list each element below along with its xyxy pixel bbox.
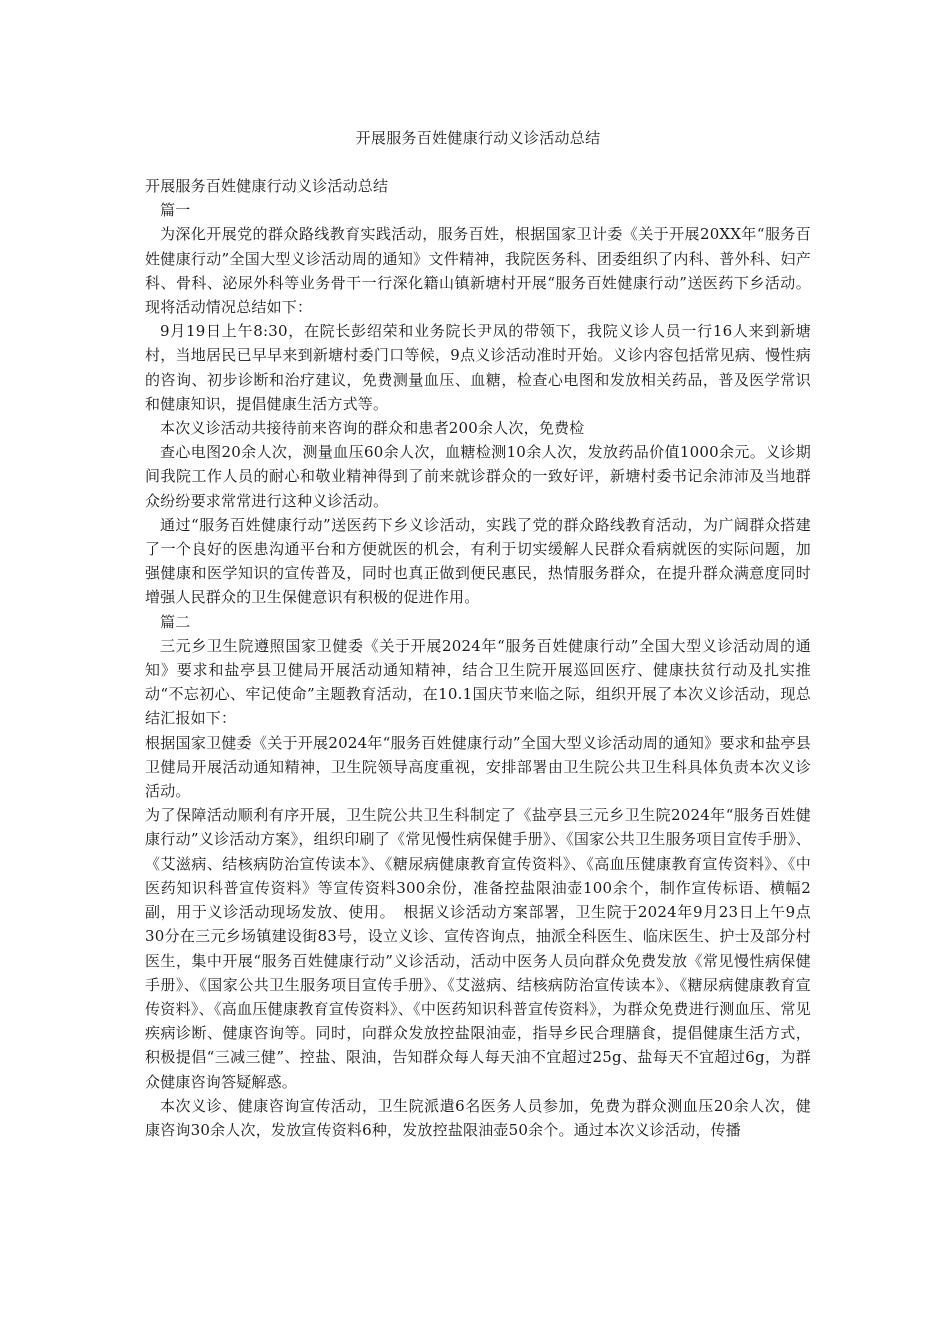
document-body xyxy=(145,174,811,1142)
paragraph: 为深化开展党的群众路线教育实践活动，服务百姓，根据国家卫计委《关于开展20XX年“服务百姓健康行动”全国大型义诊活动周的通知》文件精神，我院医务科、团委组织了内科、普外科、妇产科、骨科、泌尿外科等业务骨干一行深化籍山镇新塘村开展“服务百姓健康行动”送医药下乡活动。现将活动情况总结如下： xyxy=(145,225,811,317)
paragraph: 查心电图20余人次，测量血压60余人次，血糖检测10余人次，发放药品价值1000余元。义诊期间我院工作人员的耐心和敬业精神得到了前来就诊群众的一致好评，新塘村委书记余沛沛及当地群众纷纷要求常常进行这种义诊活动。 xyxy=(145,443,811,510)
paragraph: 三元乡卫生院遵照国家卫健委《关于开展2024年“服务百姓健康行动”全国大型义诊活动周的通知》要求和盐亭县卫健局开展活动通知精神，结合卫生院开展巡回医疗、健康扶贫行动及扎实推动“不忘初心、牢记使命”主题教育活动，在10.1国庆节来临之际，组织开展了本次义诊活动，现总结汇报如下： xyxy=(145,636,811,728)
paragraph: 为了保障活动顺利有序开展，卫生院公共卫生科制定了《盐亭县三元乡卫生院2024年“服务百姓健康行动”义诊活动方案》，组织印刷了《常见慢性病保健手册》、《国家公共卫生服务项目宣传手册》、《艾滋病、结核病防治宣传读本》、《糖尿病健康教育宣传资料》、《高血压健康教育宣传资料》、《中医药知识科普宣传资料》等宣传资料300余份，准备控盐限油壶100余个，制作宣传标语、横幅2副，用于义诊活动现场发放、使用。 根据义诊活动方案部署，卫生院于2024年9月23日上午9点30分在三元乡场镇建设街83号，设立义诊、宣传咨询点，抽派全科医生、临床医生、护士及部分村医生，集中开展“服务百姓健康行动”义诊活动，活动中医务人员向群众免费发放《常见慢性病保健手册》、《国家公共卫生服务项目宣传手册》、《艾滋病、结核病防治宣传读本》、《糖尿病健康教育宣传资料》、《高血压健康教育宣传资料》、《中医药知识科普宣传资料》，为群众免费进行测血压、常见疾病诊断、健康咨询等。同时，向群众发放控盐限油壶，指导乡民合理膳食，提倡健康生活方式，积极提倡“三减三健”、控盐、限油，告知群众每人每天油不宜超过25g、盐每天不宜超过6g，为群众健康咨询答疑解惑。 xyxy=(145,806,811,1091)
paragraph: 通过“服务百姓健康行动”送医药下乡义诊活动，实践了党的群众路线教育活动，为广阔群众搭建了一个良好的医患沟通平台和方便就医的机会，有利于切实缓解人民群众看病就医的实际问题，加强健康和医学知识的宣传普及，同时也真正做到便民惠民，热情服务群众，在提升群众满意度同时增强人民群众的卫生保健意识有积极的促进作用。 xyxy=(145,515,811,607)
paragraph: 9月19日上午8:30，在院长彭绍荣和业务院长尹凤的带领下，我院义诊人员一行16人来到新塘村，当地居民已早早来到新塘村委门口等候，9点义诊活动准时开始。义诊内容包括常见病、慢性病的咨询、初步诊断和治疗建议，免费测量血压、血糖，检查心电图和发放相关药品，普及医学常识和健康知识，提倡健康生活方式等。 xyxy=(145,322,811,413)
document-title: 开展服务百姓健康行动义诊活动总结 xyxy=(355,129,601,147)
paragraph: 开展服务百姓健康行动义诊活动总结 xyxy=(145,177,389,195)
paragraph: 根据国家卫健委《关于开展2024年“服务百姓健康行动”全国大型义诊活动周的通知》要求和盐亭县卫健局开展活动通知精神，卫生院领导高度重视，安排部署由卫生院公共卫生科具体负责本次义诊活动。 xyxy=(145,733,811,801)
paragraph: 本次义诊活动共接待前来咨询的群众和患者200余人次，免费检 xyxy=(160,419,585,438)
section-heading-2: 篇二 xyxy=(160,612,191,631)
paragraph: 本次义诊、健康咨询宣传活动，卫生院派遣6名医务人员参加，免费为群众测血压20余人次，健康咨询30余人次，发放宣传资料6种，发放控盐限油壶50余个。通过本次义诊活动，传播 xyxy=(145,1096,811,1139)
section-heading-1: 篇一 xyxy=(160,201,191,220)
